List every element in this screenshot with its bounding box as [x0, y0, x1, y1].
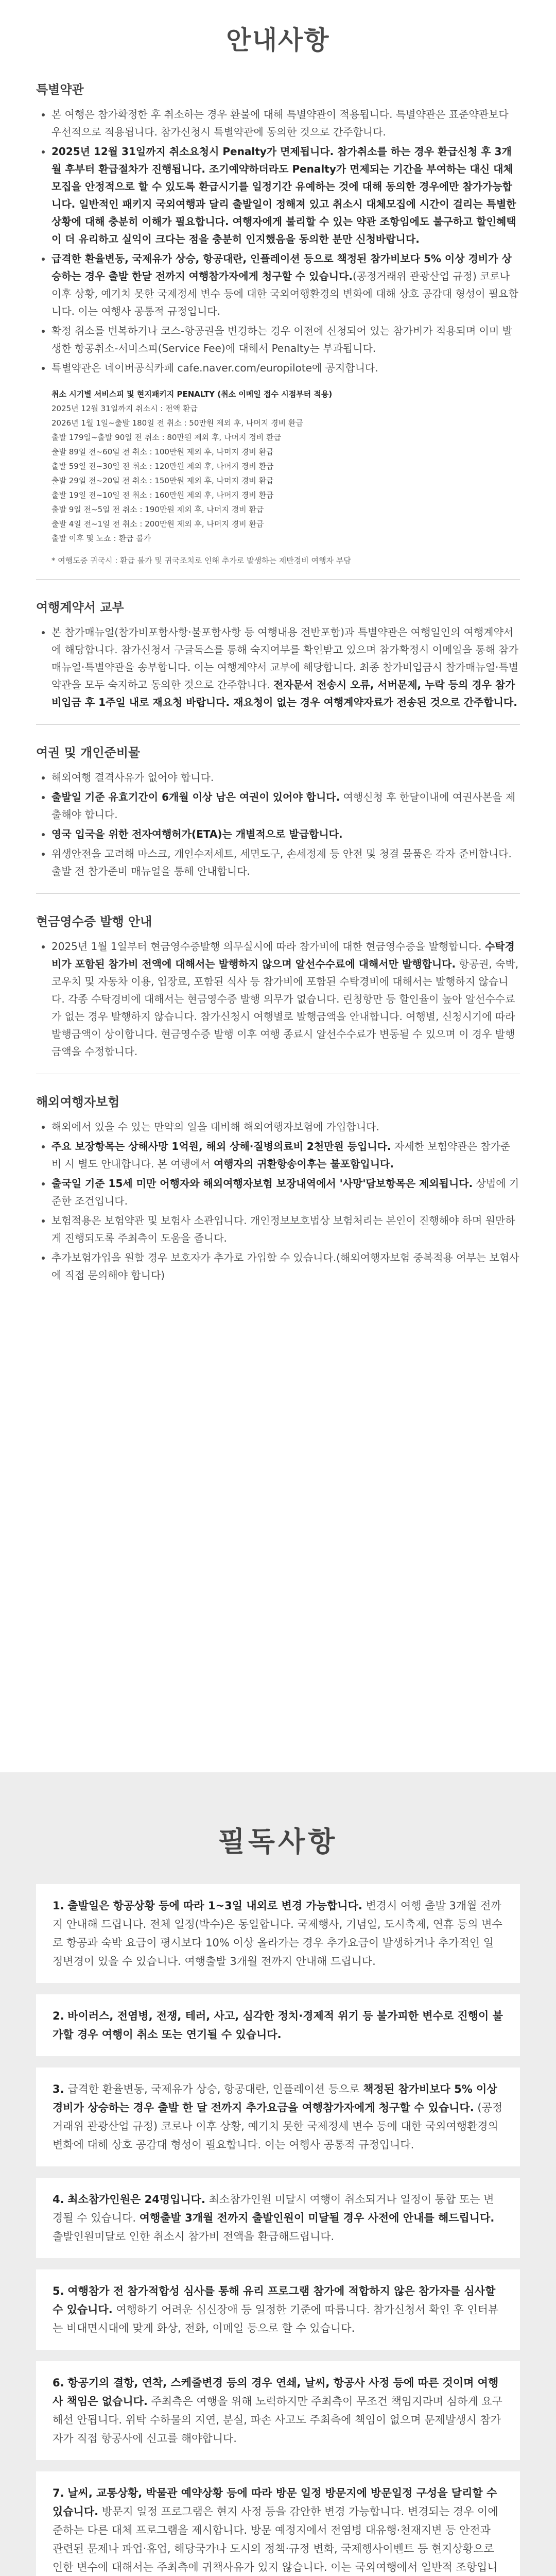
receipt-heading: 현금영수증 발행 안내 — [36, 914, 152, 929]
fee-row: 출발 89일 전~60일 전 취소 : 100만원 제외 후, 나머지 경비 환급 — [51, 447, 274, 456]
emphasis-text: 책정된 참가비보다 5% 이상 경비가 상승하는 경우 출발 한 달 전까지 추가요금을 여행참가자에게 청구할 수 있습니다. — [53, 2083, 497, 2114]
list-item: • 본 여행은 참가확정한 후 취소하는 경우 환불에 대해 특별약관이 적용됩니다. 특별약관은 표준약관보다 우선적으로 적용됩니다. 참가신청시 특별약관에 동의한 것으로 간주합니다. — [51, 106, 520, 141]
list-item — [51, 788, 520, 823]
body-text: 2025년 1월 1일부터 현금영수증발행 의무실시에 따라 참가비에 대한 현금영수증을 발행합니다. — [51, 940, 485, 953]
list-item: • 특별약관은 네이버공식카페 cafe.naver.com/europilote에 공지합니다. — [51, 359, 520, 377]
list-item — [51, 143, 520, 248]
emphasis-text: 출국일 기준 15세 미만 어행자와 해외여행자보험 보장내역에서 '사망'담보항목은 제외됩니다. — [51, 1177, 473, 1190]
emphasis-text: 바이러스, 전염병, 전쟁, 테러, 사고, 심각한 정치·경제적 위기 등 불가피한 변수로 진행이 불가할 경우 여행이 취소 또는 연기될 수 있습니다. — [53, 2010, 503, 2041]
required-card — [36, 2471, 520, 2576]
body-text: 주최측은 여행을 위해 노력하지만 주최측이 무조건 책임지라며 심하게 요구해선 안됩니다. 위탁 수하물의 지연, 분실, 파손 사고도 주최측에 책임이 없으며 문제발생시 참가자가 직접 항공사에 신고를 해야합니다. — [53, 2395, 502, 2445]
required-card — [36, 2178, 520, 2258]
fee-row: 2025년 12월 31일까지 취소시 : 전액 환급 — [51, 404, 198, 413]
body-text: (공정거래위 관광산업 규정) 코로나 이후 상황, 예기치 못한 국제정세 변수 등에 대한 국외여행환경의 변화에 대해 상호 공감대 형성이 필요합니다. 이는 여행사 공통적 규정입니다. — [53, 2102, 503, 2151]
body-text: 항공권, 숙박, 코우치 및 자동차 이용, 입장료, 포함된 식사 등 참가비에 포함된 수탁경비에 대해서는 발행하지 않습니다. 각종 수탁경비에 대해서는 현금영수증 발행 의무가 없습니다. 린칭항만 등 할인율이 높아 알선수수료가 없는 경우 발행하지 않습니다. 참가신청시 여행별로 발행금액을 안내합니다. 여행별, 신청시기에 따라 발행금액이 상이합니다. 현금영수증 발행 이후 여행 종료시 알선수수료가 변동될 수 있으며 이 경우 발행금액을 수정합니다. — [51, 958, 519, 1058]
emphasis-text: 영국 입국을 위한 전자여행허가(ETA)는 개별적으로 발급합니다. — [51, 828, 343, 840]
item-number: 5. — [53, 2285, 64, 2297]
fee-row: 출발 4일 전~1일 전 취소 : 200만원 제외 후, 나머지 경비 환급 — [51, 519, 264, 529]
emphasis-text: 날씨, 교통상황, 박물관 예약상황 등에 따라 방문 일정 방문지에 방문일정 구성을 달리할 수 있습니다. — [53, 2487, 497, 2518]
list-item: • 추가보험가입을 원할 경우 보호자가 추가로 가입할 수 있습니다.(해외여행자보험 중복적용 여부는 보험사에 직접 문의해야 합니다) — [51, 1249, 520, 1284]
fee-row: 출발 이후 및 노쇼 : 환급 불가 — [51, 534, 151, 543]
body-text: 변경시 여행 출발 3개월 전까지 안내해 드립니다. 전체 일정(박수)은 동일합니다. 국제행사, 기념일, 도시축제, 연휴 등의 변수로 항공과 숙박 요금이 평시보다 10% 이상 올라가는 경우 추가요금이 발생하거나 추가적인 일정변경이 있을 수 있습니다. 여행출발 3개월 전까지 안내해 드립니다. — [53, 1900, 502, 1968]
item-number: 1. — [53, 1900, 64, 1912]
contract-heading: 여행계약서 교부 — [36, 600, 124, 615]
list-item — [51, 938, 520, 1060]
emphasis-text: 최소참가인원은 24명입니다. — [67, 2193, 205, 2206]
fee-row: 출발 59일 전~30일 전 취소 : 120만원 제외 후, 나머지 경비 환급 — [51, 462, 274, 471]
list-item: • 확정 취소를 번복하거나 코스-항공권을 변경하는 경우 이전에 신청되어 있는 참가비가 적용되며 이미 발생한 항공취소-서비스피(Service Fee)에 대해서 Penalty는 부과됩니다. — [51, 322, 520, 357]
body-text: 자세한 보험약관은 참가준비 시 별도 안내합니다. 본 여행에서 — [51, 1140, 511, 1170]
list-item: • 해외에서 있을 수 있는 만약의 일을 대비해 해외여행자보험에 가입합니다. — [51, 1118, 520, 1136]
required-title: 필독사항 — [218, 1825, 338, 1858]
body-text: (공정거래위 관광산업 규정) 코로나 이후 상황, 예기치 못한 국제정세 변수 등에 대한 국외여행환경의 변화에 대해 상호 공감대 형성이 필요합니다. 이는 여행사 공통적 규정입니다. — [51, 270, 518, 317]
body-text: 여행신청 후 한달이내에 여권사본을 제출해야 합니다. — [51, 791, 516, 821]
fee-table-title: 취소 시기별 서비스피 및 현지패키지 PENALTY (취소 이메일 접수 시점부터 적용) — [51, 389, 333, 399]
list-item — [51, 623, 520, 711]
emphasis-text: 항공기의 결항, 연착, 스케줄변경 등의 경우 연쇄, 날씨, 항공사 사정 등에 따른 것이며 여행사 책임은 없습니다. — [53, 2377, 499, 2408]
list-item — [51, 1138, 520, 1173]
body-text: 여행하기 어려운 심신장애 등 일정한 기준에 따릅니다. 참가신청서 확인 후 인터뷰는 비대면시대에 맞게 화상, 전화, 이메일 등으로 할 수 있습니다. — [53, 2303, 499, 2334]
required-section — [0, 1772, 556, 2576]
special-terms-heading: 특별약관 — [36, 82, 84, 97]
insurance-list — [36, 1118, 520, 1284]
list-item: • 해외여행 결격사유가 없어야 합니다. — [51, 769, 520, 786]
body-text: 출발인원미달로 인한 취소시 참가비 전액을 환급해드립니다. — [53, 2230, 335, 2243]
item-number: 2. — [53, 2010, 64, 2022]
list-item — [51, 1175, 520, 1210]
required-card — [36, 2269, 520, 2350]
special-terms-list — [36, 106, 520, 377]
emphasis-text: 여행출발 3개월 전까지 출발인원이 미달될 경우 사전에 안내를 해드립니다. — [139, 2212, 495, 2224]
fee-row: 출발 29일 전~20일 전 취소 : 150만원 제외 후, 나머지 경비 환급 — [51, 476, 274, 485]
contract-list — [36, 623, 520, 711]
item-number: 3. — [53, 2083, 64, 2095]
body-text: 방문지 일정 프로그램은 현지 사정 등을 감안한 변경 가능합니다. 변경되는 경우 이에 준하는 다른 대체 프로그램을 제시합니다. 방문 예정지에서 전염병 대유행·천재지변 등 안전과 관련된 문제나 파업·휴업, 해당국가나 도시의 정책·규정 변화, 국제행사이벤트 등 현지상황으로 인한 변수에 대해서는 주최측에 귀책사유가 있지 않습니다. 이는 국외여행에서 일반적 조항입니 — [53, 2505, 498, 2573]
item-number: 7. — [53, 2487, 64, 2499]
emphasis-text: 주요 보장항목는 상해사망 1억원, 해외 상해·질병의료비 2천만원 등입니다. — [51, 1140, 391, 1153]
passport-heading: 여권 및 개인준비물 — [36, 745, 141, 760]
divider — [36, 724, 520, 725]
fee-row: 출발 19일 전~10일 전 취소 : 160만원 제외 후, 나머지 경비 환급 — [51, 490, 274, 500]
required-card — [36, 2067, 520, 2166]
emphasis-text: 출발일 기준 유효기간이 6개월 이상 남은 여권이 있어야 합니다. — [51, 791, 340, 803]
fee-row: 출발 9일 전~5일 전 취소 : 190만원 제외 후, 나머지 경비 환급 — [51, 505, 264, 514]
body-text: 급격한 환율변동, 국제유가 상승, 항공대란, 인플레이션 등으로 — [67, 2083, 363, 2095]
body-text: 상법에 기준한 조건입니다. — [51, 1177, 519, 1207]
fee-note: * 여행도중 귀국시 : 환급 불가 및 귀국조치로 인해 추가로 발생하는 제반경비 여행자 부담 — [51, 556, 351, 565]
fee-row: 2026년 1월 1일~출발 180일 전 취소 : 50만원 제외 후, 나머지 경비 환급 — [51, 418, 303, 428]
item-number: 4. — [53, 2193, 64, 2206]
emphasis-text: 급격한 환율변동, 국제유가 상승, 항공대란, 인플레이션 등으로 책정된 참가비보다 5% 이상 경비가 상승하는 경우 출발 한달 전까지 여행참가자에게 청구할 수 있습니다. — [51, 252, 512, 282]
required-card — [36, 1884, 520, 1983]
divider — [36, 579, 520, 580]
passport-list — [36, 769, 520, 880]
list-item: • 보험적용은 보험약관 및 보험사 소관입니다. 개인정보보호법상 보험처리는 본인이 진행해야 하며 원만하게 진행되도록 주최측이 도움을 줍니다. — [51, 1212, 520, 1247]
insurance-heading: 해외여행자보험 — [36, 1095, 120, 1109]
list-item: • 위생안전을 고려해 마스크, 개인수저세트, 세면도구, 손세정제 등 안전 및 청결 물품은 각자 준비합니다. 출발 전 참가준비 매뉴얼을 통해 안내합니다. — [51, 845, 520, 880]
list-item — [51, 825, 520, 843]
fee-row: 출발 179일~출발 90일 전 취소 : 80만원 제외 후, 나머지 경비 환급 — [51, 433, 281, 442]
list-item — [51, 250, 520, 320]
body-text: 본 참가매뉴얼(참가비포함사항·불포함사항 등 여행내용 전반포함)과 특별약관은 여행일인의 여행계약서에 해당합니다. 참가신청서 구글독스를 통해 숙지여부를 확인받고 있으며 참가확정시 이메일을 통해 참가매뉴얼·특별약관을 송부합니다. 이는 여행계약서 교부에 해당합니다. 최종 참가비입금시 참가매뉴얼·특별약관을 모두 숙지하고 동의한 것으로 간주합니다. — [51, 626, 519, 691]
receipt-list — [36, 938, 520, 1060]
body-text: 최소참가인원 미달시 여행이 취소되거나 일정이 통합 또는 변경될 수 있습니다. — [53, 2193, 494, 2224]
emphasis-text: 여행자의 귀환항송이후는 불포함입니다. — [213, 1158, 394, 1170]
notice-title: 안내사항 — [226, 25, 330, 55]
required-card — [36, 2361, 520, 2460]
required-card — [36, 1994, 520, 2056]
emphasis-text: 2025년 12월 31일까지 취소요청시 Penalty가 면제됩니다. 참가취소를 하는 경우 환급신청 후 3개월 후부터 환급절차가 진행됩니다. 조기예약하더라도 Penalty가 면제되는 기간을 부여하는 대신 대체모집을 안정적으로 할 수 있도록 환급시기를 일정기간 유예하는 것에 대해 동의한 경우에만 참가가능합니다. 일반적인 패키지 국외여행과 달리 출발일이 정해져 있고 취소시 대체모집에 시간이 걸리는 특별한 상황에 대해 충분히 이해가 필요합니다. 여행자에게 불리할 수 있는 약관 조항임에도 불구하고 할인혜택이 더 유리하고 실익이 크다는 점을 충분히 인지했음을 동의한 분만 신청바랍니다. — [51, 145, 516, 245]
emphasis-text: 출발일은 항공상황 등에 따라 1~3일 내외로 변경 가능합니다. — [67, 1900, 362, 1912]
emphasis-text: 여행참가 전 참가적합성 심사를 통해 유리 프로그램 참가에 적합하지 않은 참가자를 심사할 수 있습니다. — [53, 2285, 496, 2316]
divider — [36, 893, 520, 894]
item-number: 6. — [53, 2377, 64, 2389]
fee-table — [51, 387, 520, 546]
emphasis-text: 전자문서 전송시 오류, 서버문제, 누락 등의 경우 참가비입금 후 1주일 내로 재요청 바랍니다. 재요청이 없는 경우 여행계약자료가 전송된 것으로 간주합니다. — [51, 679, 517, 708]
emphasis-text: 수탁경비가 포함된 참가비 전액에 대해서는 발행하지 않으며 알선수수료에 대해서만 발행합니다. — [51, 940, 515, 970]
